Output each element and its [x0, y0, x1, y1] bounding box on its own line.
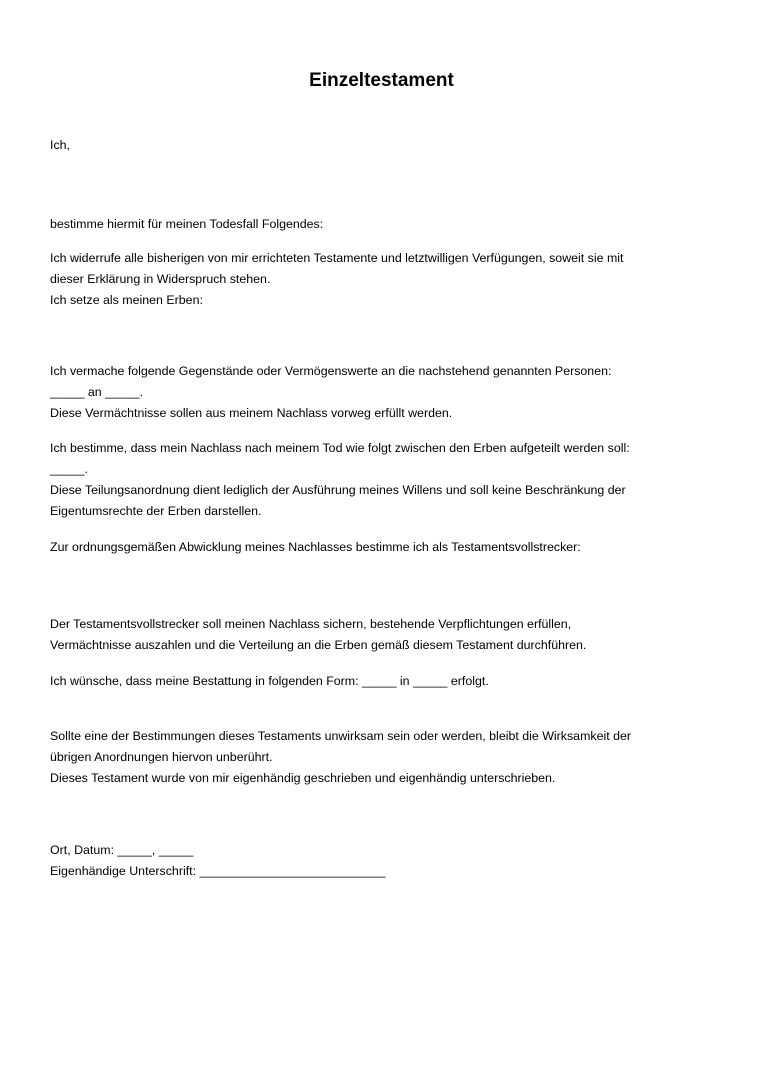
revocation-line-2: dieser Erklärung in Widerspruch stehen. — [50, 272, 271, 286]
revocation-line-1: Ich widerrufe alle bisherigen von mir errichteten Testamente und letztwilligen Verfügungen, soweit sie mit — [50, 251, 624, 265]
place-date-line: Ort, Datum: _____, _____ — [50, 843, 194, 857]
partition-note-1: Diese Teilungsanordnung dient lediglich der Ausführung meines Willens und soll keine Beschränkung der — [50, 483, 626, 497]
executor-duties-1: Der Testamentsvollstrecker soll meinen Nachlass sichern, bestehende Verpflichtungen erfüllen, — [50, 617, 572, 631]
handwritten-declaration: Dieses Testament wurde von mir eigenhändig geschrieben und eigenhändig unterschrieben. — [50, 771, 556, 785]
document-title: Einzeltestament — [309, 70, 454, 91]
intro-line: bestimme hiermit für meinen Todesfall Folgendes: — [50, 217, 324, 231]
partition-line: Ich bestimme, dass mein Nachlass nach meinem Tod wie folgt zwischen den Erben aufgeteilt werden soll: — [50, 441, 630, 455]
partition-note-2: Eigentumsrechte der Erben darstellen. — [50, 504, 262, 518]
bequest-note: Diese Vermächtnisse sollen aus meinem Nachlass vorweg erfüllt werden. — [50, 406, 453, 420]
executor-line: Zur ordnungsgemäßen Abwicklung meines Nachlasses bestimme ich als Testamentsvollstrecker: — [50, 540, 581, 554]
severability-line-1: Sollte eine der Bestimmungen dieses Testaments unwirksam sein oder werden, bleibt die Wirksamkeit der — [50, 729, 632, 743]
opening-line: Ich, — [50, 138, 70, 152]
bequest-line: Ich vermache folgende Gegenstände oder Vermögenswerte an die nachstehend genannten Personen: — [50, 364, 612, 378]
partition-blank: _____. — [50, 462, 88, 476]
burial-line: Ich wünsche, dass meine Bestattung in folgenden Form: _____ in _____ erfolgt. — [50, 674, 489, 688]
bequest-blank: _____ an _____. — [50, 385, 144, 399]
severability-line-2: übrigen Anordnungen hiervon unberührt. — [50, 750, 273, 764]
executor-duties-2: Vermächtnisse auszahlen und die Verteilung an die Erben gemäß diesem Testament durchführen. — [50, 638, 587, 652]
signature-line: Eigenhändige Unterschrift: ___________________________ — [50, 864, 386, 878]
heir-line: Ich setze als meinen Erben: — [50, 293, 203, 307]
